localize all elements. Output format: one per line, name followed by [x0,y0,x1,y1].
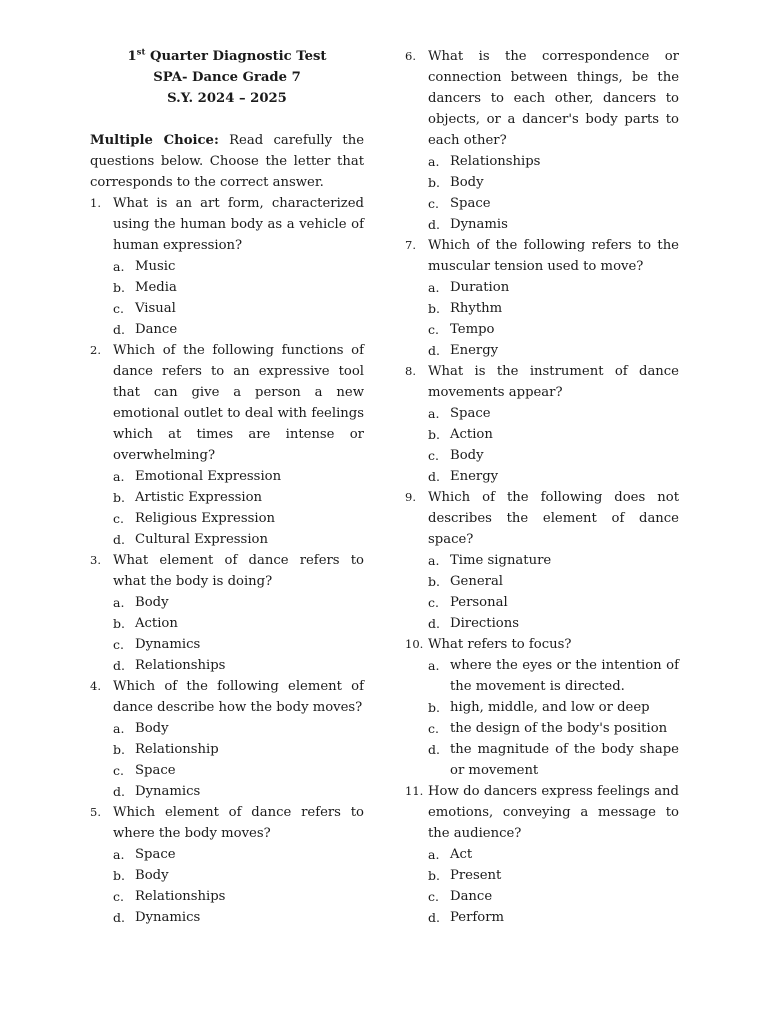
option-letter: a. [428,847,440,862]
option-text: Relationships [135,889,226,904]
answer-option [90,298,364,319]
option-letter: b. [428,175,440,190]
option-letter: d. [428,742,440,757]
answer-option [90,613,364,634]
option-letter: c. [428,448,439,463]
answer-option [405,907,679,928]
question-1 [90,193,364,340]
option-text: Religious Expression [135,511,276,526]
option-text: Duration [450,280,510,295]
question-number: 9. [405,490,416,504]
option-letter: c. [428,595,439,610]
option-letter: c. [428,889,439,904]
answer-option [90,907,364,928]
answer-option [405,697,679,718]
option-text: Dance [450,889,493,904]
question-stem [405,46,679,151]
answer-option [405,403,679,424]
option-text: Space [135,763,176,778]
option-text: Space [135,847,176,862]
question-stem [405,781,679,844]
question-number: 2. [90,343,101,357]
answer-option [405,424,679,445]
answer-option [405,592,679,613]
option-letter: c. [428,196,439,211]
option-letter: b. [113,742,125,757]
option-text: Dynamics [135,637,201,652]
option-letter: d. [113,532,125,547]
question-stem [405,634,679,655]
option-letter: c. [428,721,439,736]
option-text: Relationship [135,742,219,757]
option-text: Body [135,595,169,610]
option-letter: b. [428,301,440,316]
answer-option [90,760,364,781]
answer-option [90,844,364,865]
option-letter: a. [428,658,440,673]
answer-option [405,613,679,634]
question-10 [405,634,679,781]
option-letter: d. [428,469,440,484]
question-9 [405,487,679,634]
question-7 [405,235,679,361]
option-letter: a. [428,553,440,568]
option-text: Dynamics [135,910,201,925]
option-letter: a. [428,154,440,169]
answer-option [405,445,679,466]
question-stem [405,487,679,550]
option-letter: b. [113,490,125,505]
question-text: What refers to focus? [428,637,572,652]
answer-option [405,319,679,340]
test-title: 1st Quarter Diagnostic Test [127,47,327,64]
answer-option [90,319,364,340]
test-header [90,46,364,109]
answer-option [90,781,364,802]
option-text: Dance [135,322,178,337]
left-question-list [90,193,364,928]
option-text: Dynamics [135,784,201,799]
option-text: Body [135,868,169,883]
answer-option [90,592,364,613]
option-text: high, middle, and low or deep [450,700,650,715]
answer-option [405,340,679,361]
option-letter: a. [428,406,440,421]
answer-option [405,298,679,319]
question-3 [90,550,364,676]
option-letter: d. [113,322,125,337]
question-number: 4. [90,679,101,693]
option-text: Relationships [450,154,541,169]
right-question-list [405,46,679,928]
question-text: What is an art form, characterized using the human body as a vehicle of human expression? [113,196,364,253]
question-6 [405,46,679,235]
option-text: Music [135,259,176,274]
option-text: Space [450,196,491,211]
option-text: the design of the body's position [450,721,668,736]
question-stem [90,550,364,592]
option-text: Cultural Expression [135,532,268,547]
instructions [90,130,364,193]
option-letter: c. [428,322,439,337]
option-text: Media [135,280,177,295]
option-letter: c. [113,511,124,526]
option-letter: b. [113,280,125,295]
question-2 [90,340,364,550]
option-text: Energy [450,343,499,358]
option-letter: c. [113,301,124,316]
answer-option [405,550,679,571]
option-letter: a. [113,721,125,736]
answer-option [405,571,679,592]
option-letter: c. [113,637,124,652]
option-text: Body [450,175,484,190]
right-column [405,46,679,928]
answer-option [405,214,679,235]
instructions-text: Read carefully the questions below. Choose the letter that corresponds to the correct answer. [90,133,365,190]
option-letter: d. [113,910,125,925]
option-letter: a. [113,595,125,610]
option-text: Tempo [450,322,495,337]
school-year: S.Y. 2024 – 2025 [167,91,287,106]
answer-option [90,256,364,277]
option-text: Body [450,448,484,463]
question-text: Which element of dance refers to where the body moves? [113,805,364,841]
option-text: Emotional Expression [135,469,282,484]
option-letter: d. [428,910,440,925]
question-number: 1. [90,196,101,210]
answer-option [90,508,364,529]
option-text: Present [450,868,502,883]
question-text: What is the correspondence or connection between things, be the dancers to each other, dancers to objects, or a dancer's body parts to each other? [428,49,679,148]
option-text: Perform [450,910,505,925]
instructions-label: Multiple Choice: [90,133,219,148]
option-letter: d. [428,343,440,358]
answer-option [90,277,364,298]
answer-option [90,487,364,508]
answer-option [405,466,679,487]
answer-option [90,886,364,907]
option-text: General [450,574,504,589]
question-text: How do dancers express feelings and emotions, conveying a message to the audience? [428,784,679,841]
option-letter: b. [428,700,440,715]
question-stem [405,235,679,277]
answer-option [405,718,679,739]
question-text: Which of the following refers to the muscular tension used to move? [428,238,679,274]
option-text: Artistic Expression [135,490,263,505]
option-text: Energy [450,469,499,484]
question-stem [90,193,364,256]
option-text: Action [135,616,178,631]
question-stem [405,361,679,403]
option-text: where the eyes or the intention of the movement is directed. [450,658,679,694]
question-text: What is the instrument of dance movements appear? [428,364,679,400]
answer-option [405,844,679,865]
question-8 [405,361,679,487]
answer-option [405,172,679,193]
answer-option [90,865,364,886]
option-text: Rhythm [450,301,503,316]
option-letter: b. [113,616,125,631]
option-text: the magnitude of the body shape or movement [450,742,679,778]
answer-option [90,739,364,760]
option-text: Action [450,427,493,442]
question-number: 7. [405,238,416,252]
question-stem [90,676,364,718]
option-letter: a. [113,847,125,862]
option-letter: c. [113,889,124,904]
option-letter: b. [428,574,440,589]
option-letter: d. [428,616,440,631]
answer-option [405,865,679,886]
question-number: 6. [405,49,416,63]
option-letter: d. [428,217,440,232]
question-number: 3. [90,553,101,567]
option-text: Space [450,406,491,421]
option-text: Act [450,847,473,862]
option-letter: b. [113,868,125,883]
answer-option [90,718,364,739]
question-4 [90,676,364,802]
answer-option [405,886,679,907]
question-text: Which of the following functions of dance refers to an expressive tool that can give a person a new emotional outlet to deal with feelings which at times are intense or overwhelming? [113,343,364,463]
question-number: 5. [90,805,101,819]
option-letter: a. [428,280,440,295]
question-5 [90,802,364,928]
option-text: Relationships [135,658,226,673]
answer-option [405,193,679,214]
answer-option [90,655,364,676]
option-letter: c. [113,763,124,778]
question-stem [90,802,364,844]
question-number: 8. [405,364,416,378]
test-subject: SPA- Dance Grade 7 [153,70,301,85]
answer-option [90,634,364,655]
option-text: Dynamis [450,217,508,232]
answer-option [405,655,679,697]
question-number: 10. [405,637,424,651]
answer-option [405,277,679,298]
answer-option [405,739,679,781]
answer-option [405,151,679,172]
option-letter: a. [113,469,125,484]
answer-option [90,529,364,550]
option-text: Body [135,721,169,736]
option-letter: d. [113,784,125,799]
question-text: Which of the following does not describes the element of dance space? [428,490,679,547]
answer-option [90,466,364,487]
question-11 [405,781,679,928]
question-number: 11. [405,784,424,798]
question-text: What element of dance refers to what the body is doing? [113,553,364,589]
left-column [90,46,364,928]
option-text: Time signature [450,553,552,568]
question-text: Which of the following element of dance describe how the body moves? [113,679,364,715]
option-letter: a. [113,259,125,274]
option-letter: d. [113,658,125,673]
option-text: Personal [450,595,508,610]
option-letter: b. [428,427,440,442]
question-stem [90,340,364,466]
option-text: Visual [135,301,176,316]
option-letter: b. [428,868,440,883]
option-text: Directions [450,616,520,631]
